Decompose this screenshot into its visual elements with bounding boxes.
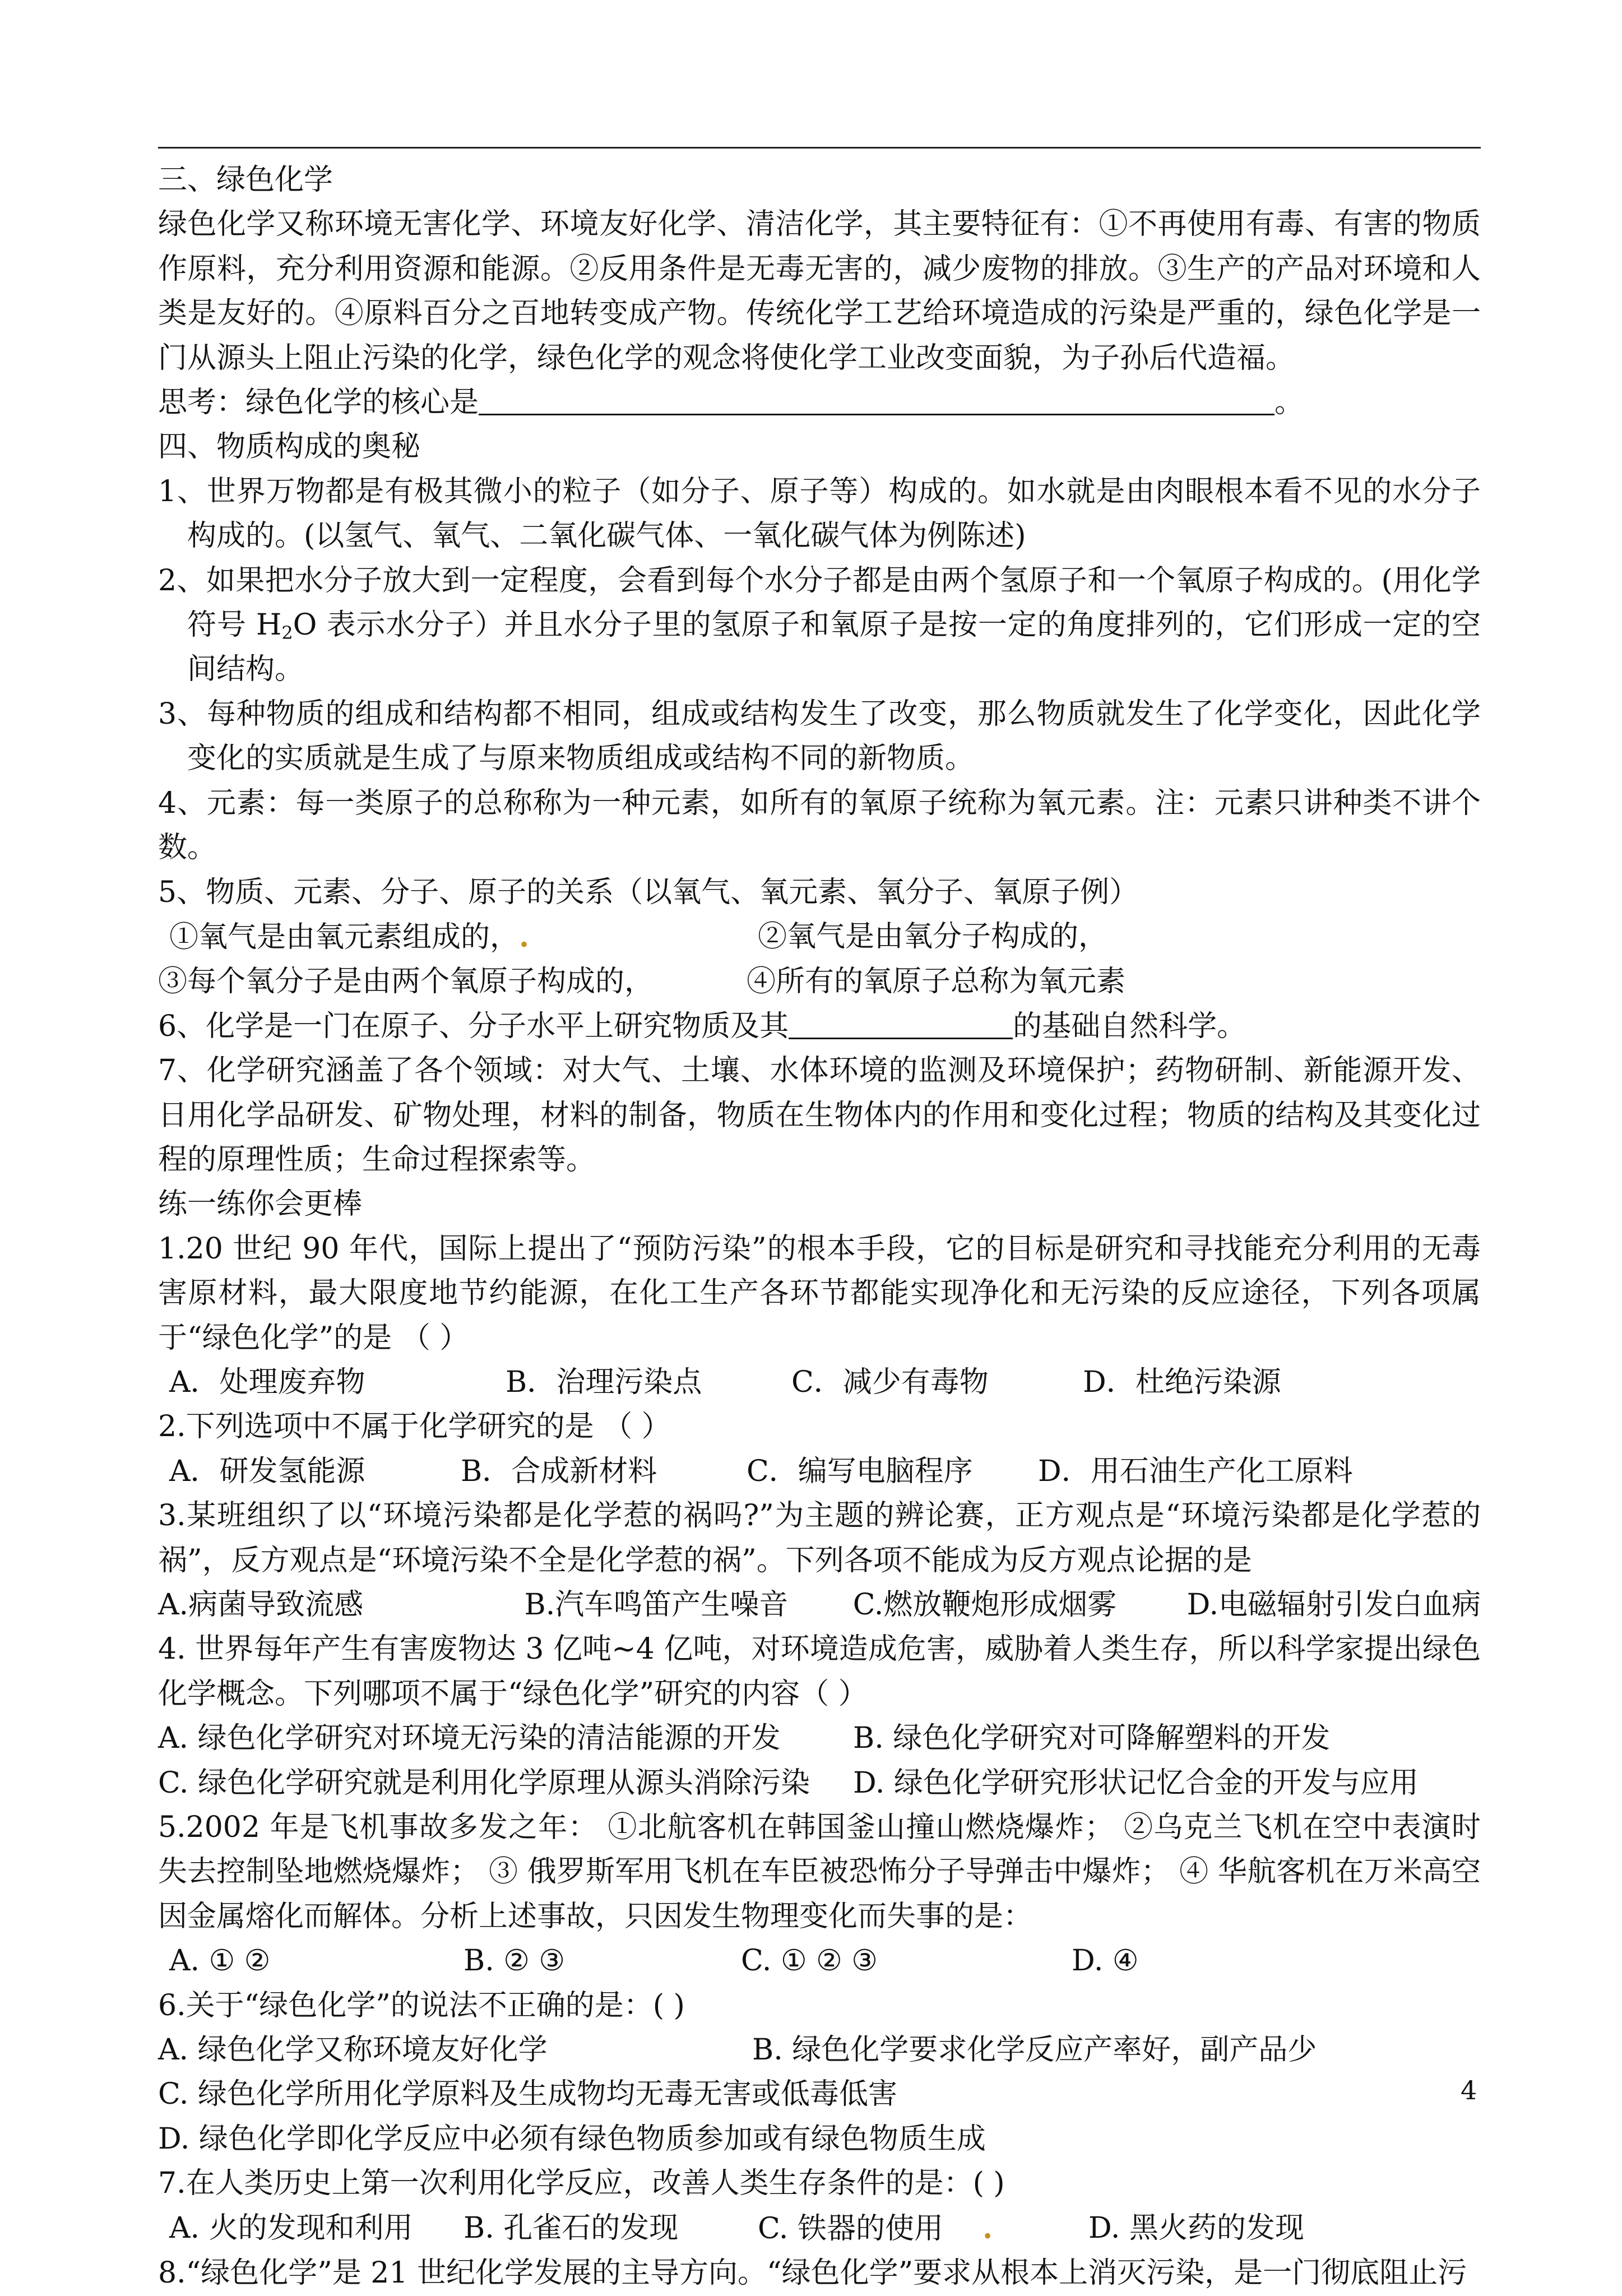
matter-item-3: 3、每种物质的组成和结构都不相同，组成或结构发生了改变，那么物质就发生了化学变化，因此化学变化的实质就是生成了与原来物质组成或结构不同的新物质。: [158, 697, 1481, 776]
answer-blank: [789, 1008, 1013, 1039]
item-6-suffix: 的基础自然科学。: [1013, 1009, 1246, 1043]
relation-a: [169, 915, 758, 960]
question-5: 5.2002 年是飞机事故多发之年： ①北航客机在韩国釜山撞山燃烧爆炸； ②乌克兰飞机在空中表演时失去控制坠地燃烧爆炸； ③ 俄罗斯军用飞机在车臣被恐怖分子导弹击中爆炸； ④ 华航客机在万米高空因金属熔化而解体。分析上述事故，只因发生物理变化而失事的是：: [158, 1811, 1481, 1933]
relation-d: ④所有的氧原子总称为氧元素: [747, 965, 1126, 999]
option-c-text: C. 铁器的使用: [758, 2211, 943, 2246]
option-b: B. 绿色化学要求化学反应产率好，副产品少: [752, 2033, 1317, 2067]
option-a: A．处理废弃物: [169, 1365, 365, 1399]
option-a: A. 绿色化学研究对环境无污染的清洁能源的开发: [158, 1721, 781, 1756]
relation-a-text: ①氧气是由氧元素组成的，: [169, 920, 520, 954]
option-c: C. 绿色化学所用化学原料及生成物均无毒无害或低毒低害: [158, 2077, 897, 2112]
option-a: A. 火的发现和利用: [169, 2211, 413, 2245]
page-number: 4: [1461, 2075, 1477, 2105]
question-7-options: [158, 2206, 1481, 2251]
option-d: D. ④: [1072, 1944, 1139, 1978]
question-1: 1.20 世纪 90 年代，国际上提出了“预防污染”的根本手段，它的目标是研究和寻找能充分利用的无毒害原材料，最大限度地节约能源，在化工生产各环节都能实现净化和无污染的反应途径，下列各项属于“绿色化学”的是 （ ）: [158, 1232, 1481, 1355]
option-b: B．合成新材料: [461, 1454, 657, 1488]
question-1-options: [158, 1360, 1481, 1405]
option-b: B. 孔雀石的发现: [464, 2211, 679, 2245]
option-d: D．杜绝污染源: [1083, 1365, 1281, 1399]
option-d: D. 绿色化学研究形状记忆合金的开发与应用: [853, 1766, 1419, 1800]
option-b: B. ② ③: [464, 1944, 566, 1978]
matter-item-2: [158, 559, 1481, 692]
page-content: [158, 158, 1481, 2296]
question-7: 7.在人类历史上第一次利用化学反应，改善人类生存条件的是：( ): [158, 2167, 1005, 2201]
option-a: A.病菌导致流感: [158, 1588, 364, 1622]
question-3-options: [158, 1583, 1481, 1627]
relation-b: ②氧气是由氧分子构成的，: [758, 919, 1108, 953]
answer-blank: [479, 385, 1275, 415]
question-5-options: [158, 1939, 1481, 1983]
matter-item-4: 4、元素：每一类原子的总称称为一种元素，如所有的氧原子统称为氧元素。注：元素只讲种类不讲个数。: [158, 786, 1481, 865]
question-6-options-row-1: [158, 2028, 1481, 2072]
stray-dot: .: [983, 2211, 993, 2246]
header-rule: [158, 147, 1481, 149]
question-6: 6.关于“绿色化学”的说法不正确的是：( ): [158, 1988, 685, 2022]
matter-item-1: 1、世界万物都是有极其微小的粒子（如分子、原子等）构成的。如水就是由肉眼根本看不见的水分子构成的。(以氢气、氧气、二氧化碳气体、一氧化碳气体为例陈述): [158, 474, 1481, 553]
question-4: 4. 世界每年产生有害废物达 3 亿吨~4 亿吨，对环境造成危害，威胁着人类生存，所以科学家提出绿色化学概念。下列哪项不属于“绿色化学”研究的内容（ ）: [158, 1632, 1481, 1711]
option-c: [758, 2206, 1088, 2251]
item-2-text-b: O 表示水分子）并且水分子里的氢原子和氧原子是按一定的角度排列的，它们形成一定的空间结构。: [187, 608, 1481, 687]
think-suffix: 。: [1275, 386, 1304, 420]
option-c: C. 绿色化学研究就是利用化学原理从源头消除污染: [158, 1766, 810, 1800]
relation-row-1: [158, 915, 1481, 960]
matter-item-6: [158, 1004, 1481, 1049]
option-d: D．用石油生产化工原料: [1038, 1454, 1353, 1488]
question-2: 2.下列选项中不属于化学研究的是 （ ）: [158, 1410, 671, 1444]
question-3: 3.某班组织了以“环境污染都是化学惹的祸吗?”为主题的辨论赛，正方观点是“环境污染都是化学惹的祸”，反方观点是“环境污染不全是化学惹的祸”。下列各项不能成为反方观点论据的是: [158, 1499, 1481, 1577]
think-question: [158, 381, 1481, 425]
option-a: A．研发氢能源: [169, 1454, 365, 1488]
option-d: D. 绿色化学即化学反应中必须有绿色物质参加或有绿色物质生成: [158, 2122, 986, 2156]
matter-item-7: 7、化学研究涵盖了各个领域：对大气、土壤、水体环境的监测及环境保护；药物研制、新能源开发、日用化学品研发、矿物处理，材料的制备，物质在生物体内的作用和变化过程；物质的结构及其变化过程的原理性质；生命过程探索等。: [158, 1054, 1481, 1177]
option-c: C. ① ② ③: [741, 1944, 878, 1978]
option-d: D. 黑火药的发现: [1088, 2211, 1304, 2245]
section-heading-green-chemistry: 三、绿色化学: [158, 163, 333, 197]
option-a: A. ① ②: [169, 1944, 271, 1978]
option-d: D.电磁辐射引发白血病: [1187, 1588, 1481, 1622]
green-chemistry-paragraph: 绿色化学又称环境无害化学、环境友好化学、清洁化学，其主要特征有：①不再使用有毒、有害的物质作原料，充分利用资源和能源。②反用条件是无毒无害的，减少废物的排放。③生产的产品对环境和人类是友好的。④原料百分之百地转变成产物。传统化学工艺给环境造成的污染是严重的，绿色化学是一门从源头上阻止污染的化学，绿色化学的观念将使化学工业改变面貌，为子孙后代造福。: [158, 207, 1481, 375]
option-c: C．编写电脑程序: [747, 1454, 973, 1488]
matter-item-5: 5、物质、元素、分子、原子的关系（以氧气、氧元素、氧分子、氧原子例）: [158, 875, 1139, 909]
question-2-options: [158, 1450, 1481, 1494]
option-b: B. 绿色化学研究对可降解塑料的开发: [853, 1721, 1331, 1756]
think-prefix: 思考：绿色化学的核心是: [158, 386, 479, 420]
question-4-options-row-1: [158, 1716, 1481, 1761]
item-2-text-a: 2、如果把水分子放大到一定程度，会看到每个水分子都是由两个氢原子和一个氧原子构成的。(用化学符号 H: [158, 563, 1481, 642]
question-8: 8.“绿色化学”是 21 世纪化学发展的主导方向。“绿色化学”要求从根本上消灭污染，是一门彻底阻止污: [158, 2256, 1467, 2290]
option-c: C．减少有毒物: [791, 1365, 989, 1399]
option-c: C.燃放鞭炮形成烟雾: [852, 1588, 1117, 1622]
section-heading-matter: 四、物质构成的奥秘: [158, 430, 421, 464]
practice-heading: 练一练你会更棒: [158, 1187, 363, 1221]
relation-row-2: [158, 960, 1481, 1004]
option-a: A. 绿色化学又称环境友好化学: [158, 2033, 548, 2067]
option-b: B.汽车鸣笛产生噪音: [524, 1588, 789, 1622]
question-4-options-row-2: [158, 1761, 1481, 1806]
relation-c: ③每个氧分子是由两个氧原子构成的，: [158, 965, 654, 999]
h2o-subscript: 2: [281, 622, 293, 644]
stray-dot: .: [519, 919, 530, 954]
option-b: B．治理污染点: [506, 1365, 702, 1399]
item-6-prefix: 6、化学是一门在原子、分子水平上研究物质及其: [158, 1009, 789, 1043]
